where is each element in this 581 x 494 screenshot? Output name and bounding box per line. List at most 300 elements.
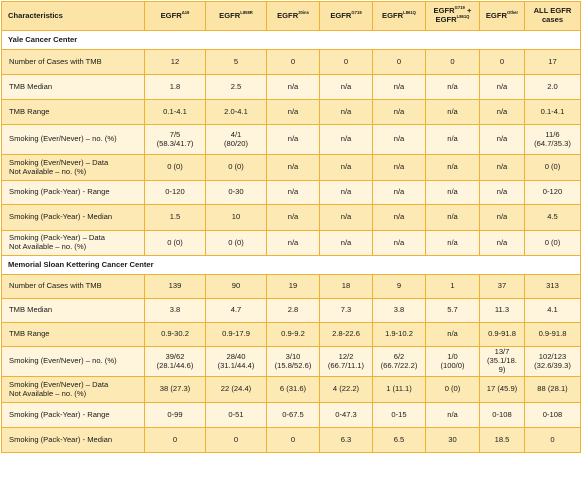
table-cell — [320, 181, 373, 205]
table-row — [2, 323, 581, 347]
cell-value: 11/6 — [545, 129, 560, 139]
cell-value: n/a — [393, 134, 405, 144]
table-cell — [373, 75, 426, 100]
table-cell — [480, 347, 525, 377]
header-row — [2, 2, 581, 31]
row-label — [2, 428, 145, 453]
cell-value: 37 — [497, 281, 507, 291]
table-cell — [373, 275, 426, 299]
table-cell — [206, 155, 267, 181]
cell-value: 6/2 — [393, 351, 405, 361]
cell-value: n/a — [447, 212, 458, 222]
cell-value: 0.9-9.2 — [281, 329, 305, 339]
cell-value: 2.8-22.6 — [332, 329, 360, 339]
cell-value: 0-67.5 — [282, 409, 304, 419]
header-egfr-l861q: $EGFR^{L861Q}$ — [373, 2, 426, 31]
row-label — [2, 299, 145, 323]
cell-value: n/a — [287, 212, 299, 222]
table-cell — [267, 403, 320, 428]
table-cell — [145, 377, 206, 403]
cell-value: n/a — [393, 187, 405, 197]
table-row — [2, 275, 581, 299]
table-cell — [426, 231, 480, 256]
table-cell — [206, 428, 267, 453]
table-cell — [320, 231, 373, 256]
table-cell — [373, 50, 426, 75]
cell-value: n/a — [340, 134, 352, 144]
cell-value: n/a — [496, 162, 508, 172]
table-cell — [426, 403, 480, 428]
table-cell — [320, 125, 373, 155]
header-all-egfr: ALL EGFR cases — [525, 2, 581, 31]
table-cell — [206, 377, 267, 403]
cell-value: 18.5 — [494, 434, 510, 444]
cell-value: n/a — [447, 81, 458, 91]
table-cell — [480, 377, 525, 403]
table-cell — [373, 181, 426, 205]
table-cell — [145, 275, 206, 299]
table-cell — [525, 205, 581, 231]
cell-value: n/a — [340, 187, 352, 197]
table-cell — [525, 100, 581, 125]
cell-value: 90 — [231, 281, 241, 291]
table-cell — [145, 323, 206, 347]
table-cell — [320, 205, 373, 231]
cell-value: 0 (0) — [228, 162, 244, 172]
cell-value: 12/2 — [338, 351, 354, 361]
table-cell — [145, 100, 206, 125]
cell-value: 17 — [548, 56, 557, 66]
cell-value: 0.9-91.8 — [488, 329, 516, 339]
cell-value: n/a — [496, 237, 508, 247]
cell-value: 5 — [233, 56, 239, 66]
cell-value: (100/0) — [440, 360, 465, 370]
row-label-line: TMB Range — [9, 106, 50, 116]
row-label-line: Not Available – no. (%) — [9, 242, 87, 251]
table-row — [2, 100, 581, 125]
table-cell — [373, 231, 426, 256]
cell-value: (64.7/35.3) — [534, 138, 571, 148]
row-label-line: Not Available – no. (%) — [9, 166, 87, 176]
cell-value: n/a — [496, 134, 508, 144]
cell-value: (28.1/44.6) — [156, 360, 194, 370]
cell-value: (32.6/39.3) — [534, 360, 571, 370]
table-cell — [480, 50, 525, 75]
cell-value: 2.0-4.1 — [224, 106, 248, 116]
table-cell — [525, 231, 581, 256]
table-cell — [426, 50, 480, 75]
table-cell — [480, 428, 525, 453]
table-cell — [206, 125, 267, 155]
cell-value: 0 — [233, 434, 239, 444]
table-cell — [145, 50, 206, 75]
section-title: Memorial Sloan Kettering Cancer Center — [2, 256, 581, 275]
table-cell — [206, 323, 267, 347]
table-cell — [267, 100, 320, 125]
table-cell — [426, 155, 480, 181]
table-cell — [320, 403, 373, 428]
cell-value: n/a — [287, 134, 299, 144]
cell-value: n/a — [496, 187, 508, 197]
table-cell — [206, 50, 267, 75]
table-cell — [267, 155, 320, 181]
cell-value: n/a — [287, 81, 299, 91]
table-cell — [373, 323, 426, 347]
table-row — [2, 428, 581, 453]
table-cell — [480, 403, 525, 428]
table-cell — [320, 299, 373, 323]
table-cell — [267, 377, 320, 403]
cell-value: n/a — [447, 106, 458, 116]
cell-value: 88 (28.1) — [537, 384, 568, 394]
table-cell — [480, 231, 525, 256]
cell-value: 0.1-4.1 — [540, 106, 565, 116]
row-label-line: Number of Cases with TMB — [9, 281, 102, 291]
cell-value: n/a — [393, 237, 405, 247]
cell-value: 139 — [168, 281, 182, 291]
cell-value: 6.5 — [393, 434, 405, 444]
table-cell — [145, 181, 206, 205]
cell-value: 0-108 — [542, 409, 563, 419]
row-label — [2, 275, 145, 299]
table-cell — [426, 428, 480, 453]
cell-value: (58.3/41.7) — [156, 138, 194, 148]
cell-value: 22 (24.4) — [220, 384, 252, 394]
table-cell — [206, 100, 267, 125]
cell-value: 0 (0) — [544, 162, 561, 172]
cell-value: 2.5 — [230, 81, 242, 91]
table-cell — [373, 428, 426, 453]
table-cell — [206, 275, 267, 299]
row-label-line: Smoking (Ever/Never) – Data — [9, 157, 109, 167]
table-cell — [480, 323, 525, 347]
table-cell — [373, 299, 426, 323]
cell-value: 3.8 — [169, 305, 181, 315]
cell-value: 0 — [290, 434, 296, 444]
cell-value: 0 (0) — [167, 162, 183, 172]
table-cell — [426, 205, 480, 231]
table-cell — [525, 403, 581, 428]
cell-value: n/a — [287, 187, 299, 197]
table-row — [2, 231, 581, 256]
table-cell — [267, 50, 320, 75]
section-header — [2, 31, 581, 50]
table-cell — [206, 299, 267, 323]
egfr-tmb-table — [1, 1, 581, 453]
table-cell — [373, 347, 426, 377]
table-cell — [373, 377, 426, 403]
table-cell — [525, 155, 581, 181]
cell-value: n/a — [496, 81, 508, 91]
cell-value: 38 (27.3) — [159, 384, 191, 394]
table-cell — [320, 323, 373, 347]
cell-value: 0 (0) — [544, 237, 561, 247]
cell-value: 0 — [172, 434, 178, 444]
cell-value: 0 — [396, 56, 402, 66]
cell-value: 1 (11.1) — [386, 384, 412, 394]
row-label — [2, 125, 145, 155]
table-cell — [267, 275, 320, 299]
table-cell — [525, 299, 581, 323]
table-cell — [426, 323, 480, 347]
table-row — [2, 75, 581, 100]
cell-value: 0-30 — [228, 187, 244, 197]
table-cell — [426, 181, 480, 205]
table-cell — [145, 428, 206, 453]
cell-value: 1.9-10.2 — [385, 329, 413, 339]
table-cell — [206, 181, 267, 205]
row-label-line: Number of Cases with TMB — [9, 56, 102, 66]
table-cell — [426, 299, 480, 323]
table-cell — [267, 231, 320, 256]
cell-value: 0.9-30.2 — [161, 329, 189, 339]
table-cell — [525, 125, 581, 155]
header-egfr-20ins: $EGFR^{20ins}$ — [267, 2, 320, 31]
header-egfr-g719: $EGFR^{G719}$ — [320, 2, 373, 31]
header-characteristics: Characteristics — [2, 2, 145, 31]
cell-value: (31.1/44.4) — [217, 360, 255, 370]
cell-value: 12 — [170, 56, 180, 66]
cell-value: 0 — [343, 56, 349, 66]
table-cell — [480, 125, 525, 155]
table-cell — [145, 231, 206, 256]
table-cell — [373, 100, 426, 125]
table-cell — [206, 231, 267, 256]
cell-value: 7/5 — [169, 129, 181, 139]
table-row — [2, 205, 581, 231]
cell-value: 17 (45.9) — [486, 384, 518, 394]
cell-value: (80/20) — [223, 138, 249, 148]
row-label-line: Smoking (Pack-Year) – Data — [9, 233, 105, 243]
table-cell — [267, 347, 320, 377]
table-cell — [267, 75, 320, 100]
table-row — [2, 181, 581, 205]
header-egfr-l858r: $EGFR^{L858R}$ — [206, 2, 267, 31]
cell-value: 10 — [231, 212, 241, 222]
row-label — [2, 231, 145, 256]
cell-value: 0-15 — [391, 409, 407, 419]
table-cell — [206, 205, 267, 231]
table-row — [2, 403, 581, 428]
cell-value: 0 — [550, 434, 555, 444]
table-cell — [145, 155, 206, 181]
table-row — [2, 299, 581, 323]
cell-value: n/a — [340, 106, 352, 116]
cell-value: n/a — [447, 187, 458, 197]
table-cell — [320, 100, 373, 125]
row-label-line: Smoking (Ever/Never) – no. (%) — [9, 134, 117, 144]
cell-value: 5.7 — [447, 305, 458, 315]
table-cell — [267, 125, 320, 155]
cell-value: 30 — [448, 434, 457, 444]
cell-value: 28/40 — [226, 351, 246, 361]
table-cell — [267, 428, 320, 453]
table-cell — [206, 347, 267, 377]
row-label-line: Smoking (Pack-Year) - Median — [9, 434, 113, 444]
cell-value: (35.1/18. — [487, 356, 517, 366]
cell-value: 0-99 — [167, 409, 183, 419]
table-cell — [525, 275, 581, 299]
cell-value: 4 (22.2) — [332, 384, 360, 394]
table-cell — [267, 323, 320, 347]
cell-value: 19 — [288, 281, 298, 291]
cell-value: 0.1-4.1 — [163, 106, 187, 116]
cell-value: 0.9-17.9 — [222, 329, 250, 339]
row-label-line: Smoking (Ever/Never) – no. (%) — [9, 356, 117, 366]
row-label — [2, 205, 145, 231]
cell-value: 0.9-91.8 — [538, 329, 567, 339]
cell-value: n/a — [496, 212, 508, 222]
table-cell — [320, 50, 373, 75]
cell-value: 0-120 — [165, 187, 185, 197]
table-cell — [525, 347, 581, 377]
table-cell — [145, 125, 206, 155]
cell-value: 3.8 — [393, 305, 405, 315]
table-cell — [525, 181, 581, 205]
cell-value: 2.8 — [287, 305, 299, 315]
cell-value: 0-120 — [542, 187, 563, 197]
cell-value: 6 (31.6) — [279, 384, 307, 394]
header-egfr-other: $EGFR^{Other}$ — [480, 2, 525, 31]
cell-value: 0 (0) — [228, 237, 244, 247]
table-row — [2, 125, 581, 155]
row-label — [2, 155, 145, 181]
table-cell — [480, 75, 525, 100]
table-cell — [373, 403, 426, 428]
table-cell — [426, 100, 480, 125]
cell-value: 0 — [499, 56, 505, 66]
cell-value: 0 — [450, 56, 455, 66]
table-cell — [525, 50, 581, 75]
table-cell — [145, 75, 206, 100]
cell-value: 0 — [290, 56, 296, 66]
cell-value: 102/123 — [538, 351, 567, 361]
cell-value: 4/1 — [230, 129, 242, 139]
cell-value: (66.7/22.2) — [380, 360, 418, 370]
table-cell — [373, 155, 426, 181]
cell-value: 2.0 — [547, 81, 558, 91]
table-cell — [525, 377, 581, 403]
table-cell — [525, 428, 581, 453]
cell-value: n/a — [447, 134, 458, 144]
table-cell — [267, 299, 320, 323]
cell-value: 13/7 — [494, 347, 510, 357]
table-cell — [426, 377, 480, 403]
row-label-line: Smoking (Pack-Year) - Range — [9, 187, 110, 197]
cell-value: n/a — [393, 212, 405, 222]
row-label — [2, 403, 145, 428]
table-cell — [206, 403, 267, 428]
cell-value: 0-47.3 — [335, 409, 357, 419]
row-label — [2, 377, 145, 403]
cell-value: 0 (0) — [444, 384, 461, 394]
cell-value: n/a — [393, 81, 405, 91]
header-egfr-g719-l861q: $EGFR^{G719}$ + $EGFR^{L861Q}$ — [426, 2, 480, 31]
cell-value: 313 — [546, 281, 559, 291]
cell-value: n/a — [447, 409, 458, 419]
table-cell — [480, 299, 525, 323]
cell-value: n/a — [340, 81, 352, 91]
section-header — [2, 256, 581, 275]
table-cell — [480, 155, 525, 181]
cell-value: n/a — [340, 162, 352, 172]
table-cell — [480, 100, 525, 125]
table-cell — [145, 347, 206, 377]
cell-value: 1.8 — [169, 81, 181, 91]
cell-value: (15.8/52.6) — [274, 360, 312, 370]
table-cell — [480, 181, 525, 205]
row-label-line: Smoking (Pack-Year) - Range — [9, 409, 110, 419]
cell-value: 1/0 — [447, 351, 458, 361]
cell-value: 9) — [498, 364, 506, 374]
cell-value: 0 (0) — [167, 237, 183, 247]
table-row — [2, 50, 581, 75]
cell-value: 11.3 — [494, 305, 510, 315]
cell-value: n/a — [393, 162, 405, 172]
row-label-line: TMB Median — [9, 81, 53, 91]
table-cell — [373, 205, 426, 231]
cell-value: n/a — [287, 106, 299, 116]
table-cell — [320, 75, 373, 100]
table-cell — [480, 275, 525, 299]
row-label — [2, 50, 145, 75]
table-cell — [320, 155, 373, 181]
row-label — [2, 100, 145, 125]
table-cell — [206, 75, 267, 100]
table-cell — [426, 125, 480, 155]
table-cell — [145, 403, 206, 428]
row-label — [2, 323, 145, 347]
cell-value: n/a — [393, 106, 405, 116]
row-label-line: Smoking (Pack-Year) - Median — [9, 212, 113, 222]
cell-value: n/a — [447, 237, 458, 247]
cell-value: 9 — [396, 281, 402, 291]
table-cell — [145, 205, 206, 231]
cell-value: 4.1 — [547, 305, 558, 315]
cell-value: 3/10 — [285, 351, 301, 361]
table-row — [2, 347, 581, 377]
cell-value: n/a — [287, 162, 299, 172]
table-cell — [267, 181, 320, 205]
row-label — [2, 347, 145, 377]
cell-value: 1 — [450, 281, 455, 291]
cell-value: 4.7 — [230, 305, 242, 315]
table-cell — [320, 275, 373, 299]
cell-value: n/a — [340, 237, 352, 247]
cell-value: 7.3 — [340, 305, 352, 315]
table-cell — [320, 347, 373, 377]
table-cell — [426, 347, 480, 377]
row-label-line: Smoking (Ever/Never) – Data — [9, 379, 109, 389]
table-row — [2, 155, 581, 181]
table-cell — [525, 323, 581, 347]
cell-value: n/a — [340, 212, 352, 222]
table-cell — [426, 75, 480, 100]
cell-value: 6.3 — [340, 434, 352, 444]
row-label — [2, 75, 145, 100]
header-egfr-del19: $EGFR^{\Delta 19}$ — [145, 2, 206, 31]
row-label — [2, 181, 145, 205]
row-label-line: TMB Median — [9, 305, 53, 315]
cell-value: 0-51 — [228, 409, 244, 419]
row-label-line: Not Available – no. (%) — [9, 388, 87, 398]
cell-value: n/a — [447, 162, 458, 172]
table-cell — [480, 205, 525, 231]
table-cell — [373, 125, 426, 155]
table-cell — [267, 205, 320, 231]
row-label-line: TMB Range — [9, 329, 50, 339]
table-cell — [320, 428, 373, 453]
